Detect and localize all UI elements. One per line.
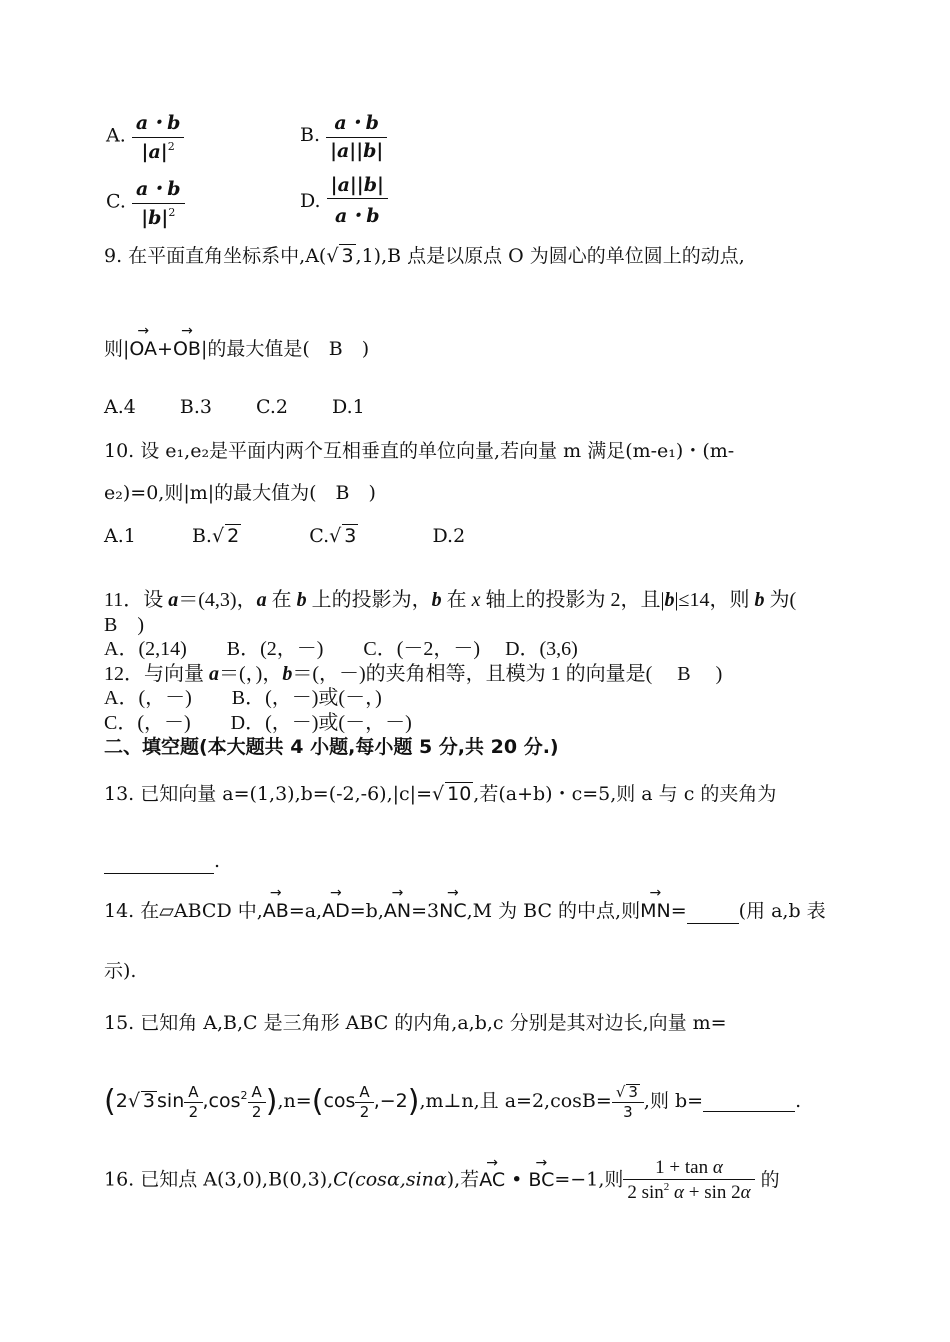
q14-line-1: 14. 在▱ABCD 中,→ AB=a,→ AD=b,→ AN=3→ NC,M 为 BC 的中点,则→ MN= (用 a,b 表 bbox=[104, 900, 826, 924]
answer-blank[interactable] bbox=[703, 1092, 795, 1112]
q9-options: A.4 B.3 C.2 D.1 bbox=[104, 396, 365, 418]
q8-fraction-d: $\frac{|a||b|}{a・b}$ bbox=[327, 174, 388, 228]
answer-blank[interactable] bbox=[687, 900, 739, 924]
q9-line-2: 则|→ OA+→ OB|的最大值是( B ) bbox=[104, 338, 369, 361]
q14-line-2: 示). bbox=[104, 960, 137, 982]
vector-mn: → MN bbox=[640, 900, 671, 923]
q12-options-cd: C．(，－) D．(，－)或(－，－) bbox=[104, 712, 412, 734]
vector-ac: → AC bbox=[479, 1171, 505, 1190]
q10-options: A.1 B.√ 2 C.√ 3 D.2 bbox=[104, 525, 466, 547]
q10-line-1: 10. 设 e₁,e₂是平面内两个互相垂直的单位向量,若向量 m 满足(m-e₁)・(m- bbox=[104, 440, 735, 462]
q13-line-1: 13. 已知向量 a=(1,3),b=(-2,-6),|c|=√ 10 ,若(a+b)・c=5,则 a 与 c 的夹角为 bbox=[104, 783, 777, 805]
q16-fraction: $\frac{\text{1 + tan α}}{2 \sin^2 \alpha + \sin 2\alpha}$ bbox=[623, 1158, 754, 1202]
q8-fraction-b: $\frac{a・b}{|a||b|}$ bbox=[326, 108, 387, 162]
q8-fraction-c: $\frac{a・b}{|b|^2}$ bbox=[132, 174, 185, 229]
q16-line-1: 16. 已知点 A(3,0),B(0,3),C(cosα,sinα),若→ AC • → BC=−1,则 $\frac{\text{1 + tan α}}{2 \sin^2 \alpha + \sin 2\alpha}$ 的 bbox=[104, 1158, 780, 1202]
q13-answer-line: . bbox=[104, 850, 220, 874]
q8-fraction-a: $\frac{a・b}{|a|^2}$ bbox=[132, 108, 185, 163]
q12-options-ab: A．(，－) B．(，－)或(－，) bbox=[104, 687, 382, 709]
vector-oa: → OA bbox=[129, 338, 157, 361]
q12-line-1: 12．与向量 a＝(，)，b＝(，－)的夹角相等，且模为 1 的向量是( B ) bbox=[104, 663, 723, 685]
vector-an: → AN bbox=[384, 900, 411, 923]
answer-blank[interactable] bbox=[104, 850, 214, 874]
vector-bc: → BC bbox=[528, 1171, 554, 1190]
vector-ad: → AD bbox=[322, 900, 350, 923]
vector-ob: → OB bbox=[173, 338, 201, 361]
q9-line-1: 9. 在平面直角坐标系中,A(√ 3 ,1),B 点是以原点 O 为圆心的单位圆上的动点, bbox=[104, 245, 745, 267]
q8-option-d: D. $\frac{|a||b|}{a・b}$ bbox=[300, 174, 388, 228]
q10-line-2: e₂)=0,则|m|的最大值为( B ) bbox=[104, 482, 376, 504]
q11-options: A．(2,14) B．(2，－) C．(－2，－) D．(3,6) bbox=[104, 638, 578, 660]
q8-option-c: C. $\frac{a・b}{|b|^2}$ bbox=[106, 174, 185, 229]
q11-line-1: 11．设 a＝(4,3)，a 在 b 上的投影为，b 在 x 轴上的投影为 2，且|b|≤14，则 b 为( bbox=[104, 589, 797, 611]
vector-nc: → NC bbox=[439, 900, 466, 923]
q15-line-1: 15. 已知角 A,B,C 是三角形 ABC 的内角,a,b,c 分别是其对边长,向量 m= bbox=[104, 1012, 727, 1034]
section-heading-fill-in: 二、填空题(本大题共 4 小题,每小题 5 分,共 20 分.) bbox=[104, 736, 559, 758]
q11-line-2: B ) bbox=[104, 614, 144, 636]
q8-option-a: A. $\frac{a・b}{|a|^2}$ bbox=[106, 108, 184, 163]
q8-option-b: B. $\frac{a・b}{|a||b|}$ bbox=[300, 108, 387, 162]
vector-ab: → AB bbox=[263, 900, 289, 923]
q15-line-2: (2√ 3 sin $\frac{A}{2}$ $,\cos^2$ $\frac{A}{2}$ ),n=(cos $\frac{A}{2}$ ,−2),m⊥n,且 a=2,cosB= $\frac{√ 3}{3}$ ,则 b= . bbox=[104, 1082, 802, 1121]
